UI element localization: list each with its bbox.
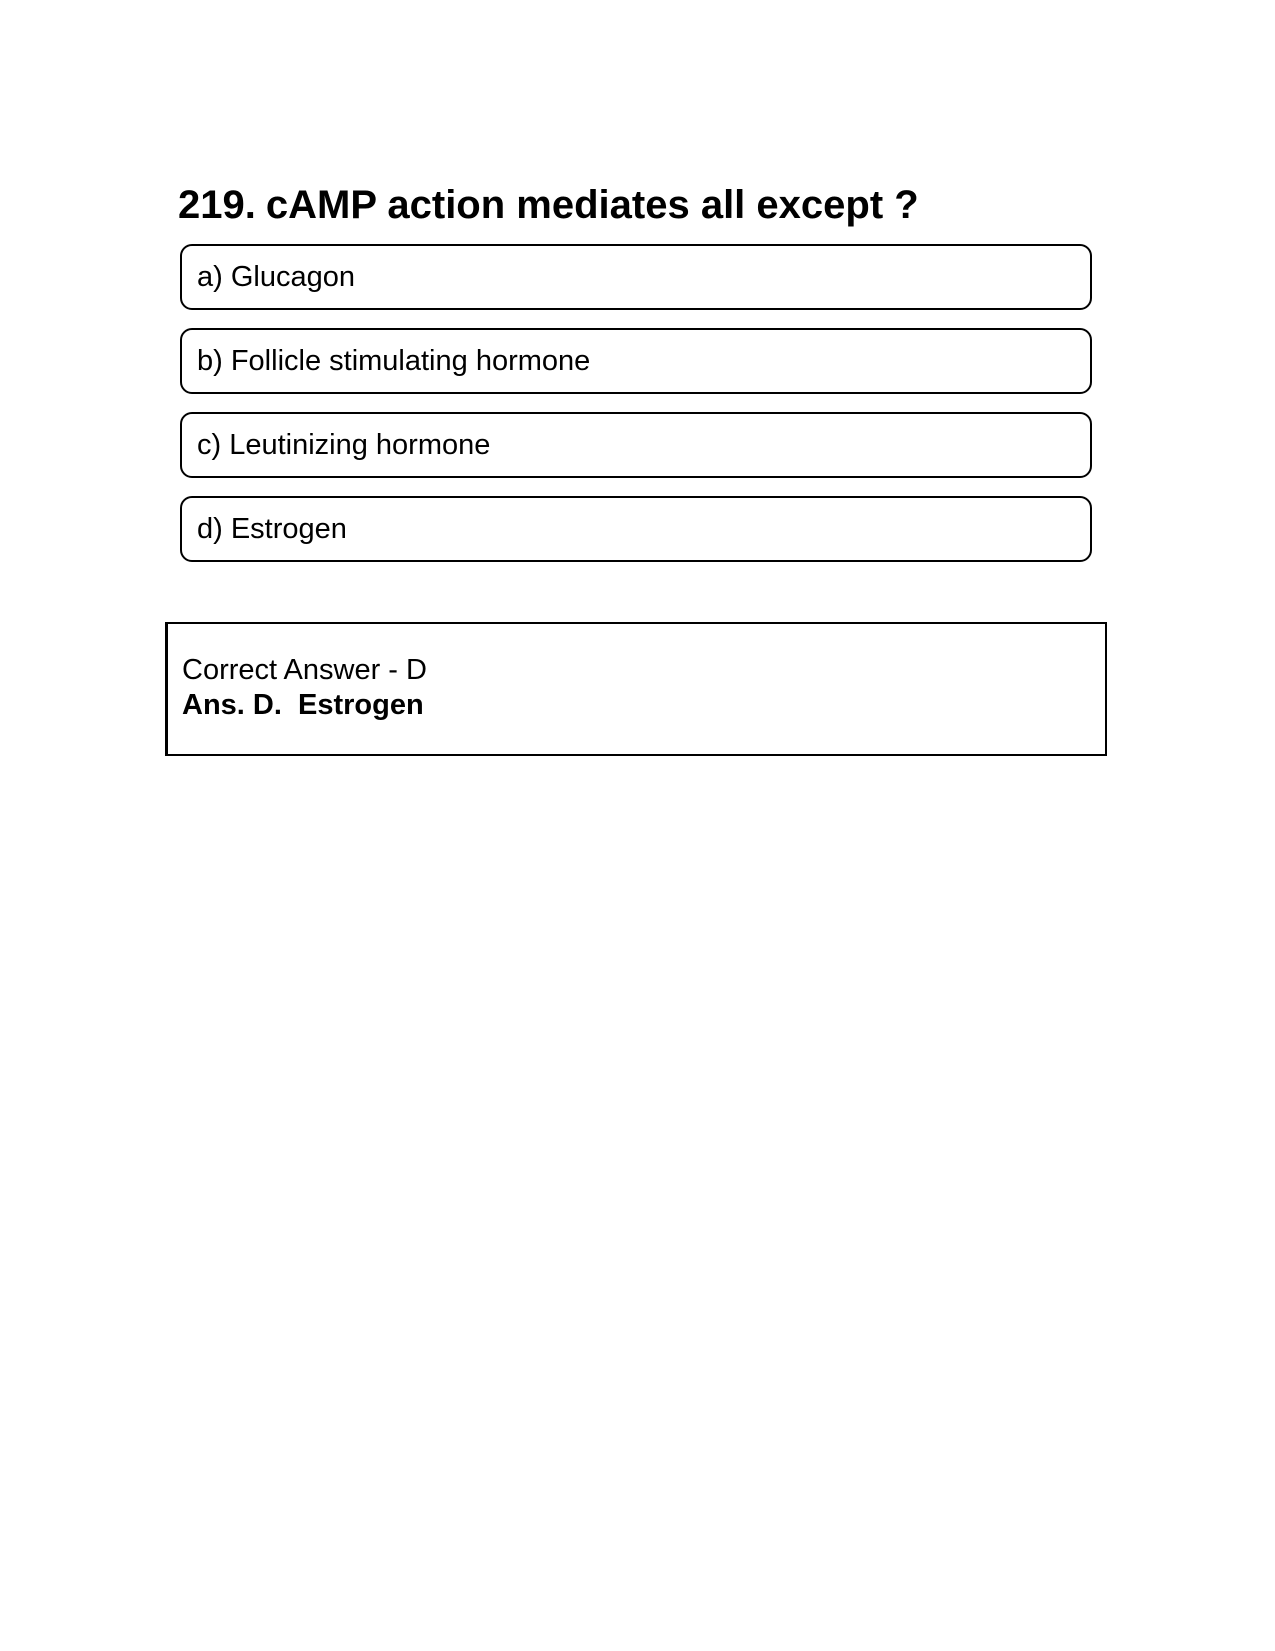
question-text: cAMP action mediates all except ? — [265, 183, 919, 227]
option-a-label: a) Glucagon — [197, 261, 355, 293]
option-b-label: b) Follicle stimulating hormone — [197, 345, 591, 377]
correct-answer-line: Correct Answer - D — [182, 654, 427, 686]
option-d[interactable] — [180, 496, 1092, 562]
option-c[interactable] — [180, 412, 1092, 478]
answer-explanation-line: Ans. D. Estrogen — [182, 689, 424, 721]
option-c-label: c) Leutinizing hormone — [197, 429, 491, 461]
option-a[interactable] — [180, 244, 1092, 310]
question-heading — [178, 178, 1078, 232]
option-d-label: d) Estrogen — [197, 513, 347, 545]
answer-box — [165, 622, 1107, 756]
option-b[interactable] — [180, 328, 1092, 394]
question-number: 219. — [178, 183, 256, 227]
